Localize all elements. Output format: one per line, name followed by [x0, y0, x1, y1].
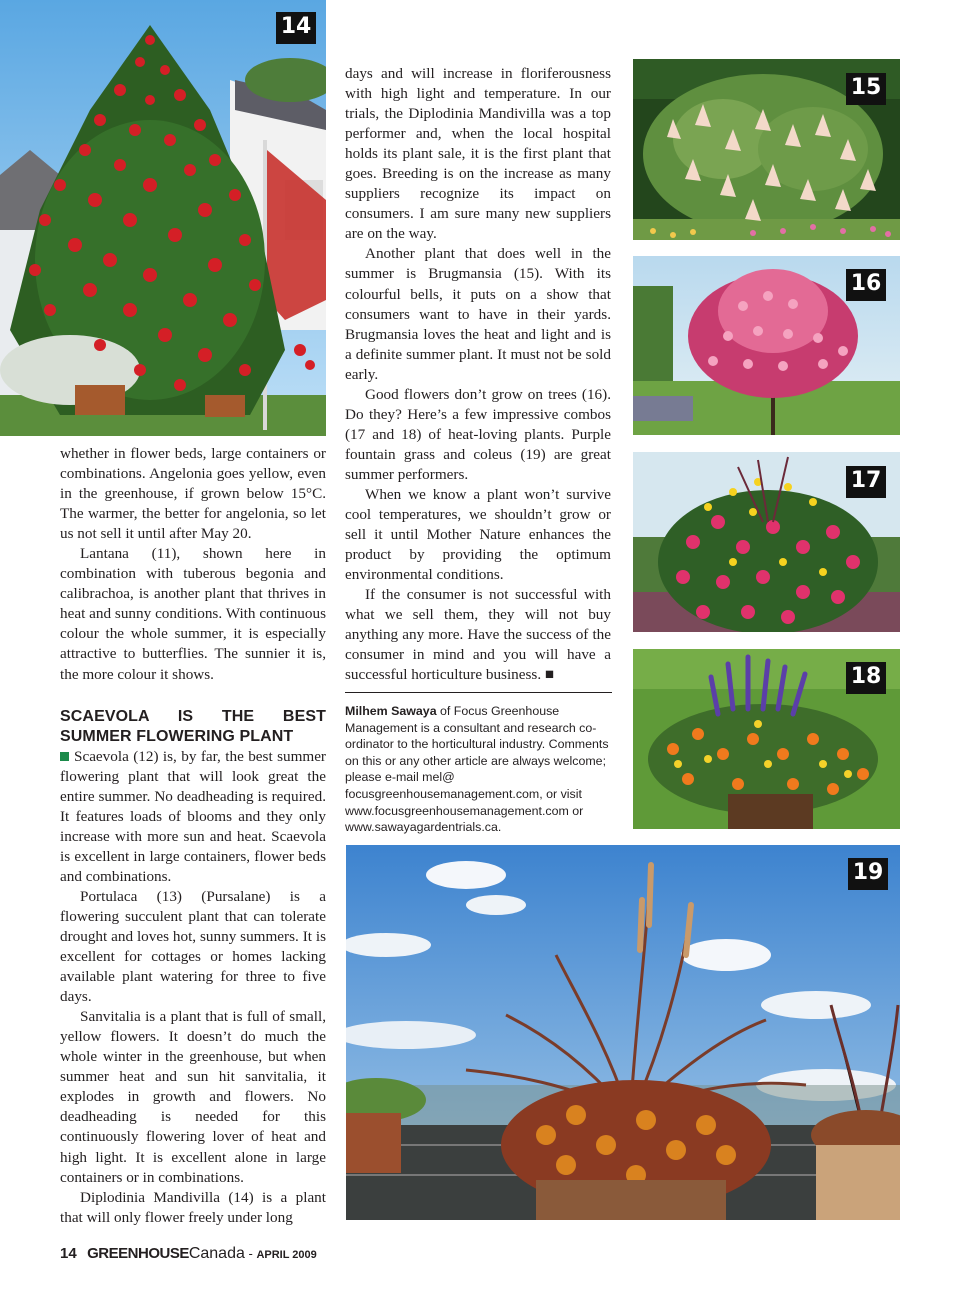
middle-para-4: When we know a plant won’t survive cool temperatures, we shouldn’t grow or sell it until Mother Nature enhances the product by providing the optimum environmental conditions. [345, 485, 611, 584]
section-heading: SCAEVOLA IS THE BEST SUMMER FLOWERING PLANT [60, 707, 326, 745]
photo-19-fountain-grass-coleus [346, 845, 900, 1220]
photo-14-mandevilla-tower [0, 0, 326, 436]
photo-15-number: 15 [846, 73, 886, 105]
photo-17-number: 17 [846, 466, 886, 498]
page-footer [60, 1245, 317, 1267]
section-bullet [60, 752, 69, 761]
middle-para-1: days and will increase in floriferousness with high light and temperature. In our trials, the Diplodinia Mandivilla was a top performer and, when the local hospital holds its plant sale, it is the first plant that goes. Breeding is on the increase as many suppliers recognize its impact on consumers. I am sure many new suppliers are on the way. [345, 65, 611, 243]
photo-19-number: 19 [848, 858, 888, 890]
photo-16-number: 16 [846, 269, 886, 301]
left-para-3 [60, 747, 326, 887]
photo-14-number: 14 [276, 12, 316, 44]
author-name: Milhem Sawaya [345, 704, 437, 718]
magazine-brand [87, 1245, 317, 1262]
brand-light: Canada [188, 1245, 245, 1262]
author-bio [345, 703, 615, 836]
author-bio-text: of Focus Greenhouse Management is a consultant and research co-ordinator to the horticultural industry. Comments on this or any other article are always welcome; please e-mail mel@ focusgreenhousemanagement.com, or visit www.focusgreenhousemanagement.com or www.sawayagardentrials.ca. [345, 704, 609, 835]
page-number: 14 [60, 1245, 77, 1262]
middle-column [345, 64, 611, 685]
middle-para-2: Another plant that does well in the summer is Brugmansia (15). With its colourful bells, it puts on a show that consumers want to have in their yards. Brugmansia loves the heat and light and is a definite summer plant. It must not be sold early. [345, 245, 611, 383]
left-column [60, 444, 326, 1228]
left-para-6: Diplodinia Mandivilla (14) is a plant that will only flower freely under long [60, 1188, 326, 1226]
left-para-2: Lantana (11), shown here in combination with tuberous begonia and calibrachoa, is another plant that thrives in heat and sunny conditions. With continuous colour the whole summer, it is especially attractive to butterflies. The sunnier it is, the more colour it shows. [60, 545, 326, 683]
brand-bold: GREENHOUSE [87, 1245, 189, 1262]
photo-18-number: 18 [846, 662, 886, 694]
footer-separator: - [244, 1246, 257, 1261]
left-para-5: Sanvitalia is a plant that is full of small, yellow flowers. It doesn’t do much the whole winter in the greenhouse, but when summer heat and sun hit sanvitalia, it explodes in growth and flowers. No deadheading is needed for this continuously flowering lover of heat and high light. It is excellent alone in large containers or in combinations. [60, 1008, 326, 1186]
bio-divider [345, 692, 612, 693]
middle-para-5: If the consumer is not successful with what we sell them, they will not buy anything any more. Have the success of the consumer in mind and you will have a successful horticulture business. ■ [345, 586, 611, 684]
left-para-3-text: Scaevola (12) is, by far, the best summer flowering plant that will look great the entire summer. No deadheading is required. It features loads of blooms and they only increase with more sun and heat. Scaevola is excellent in large containers, flower beds and combinations. [60, 747, 326, 885]
left-para-4: Portulaca (13) (Pursalane) is a flowering succulent plant that can tolerate drought and loves hot, sunny summers. It is excellent for cottages or homes lacking available plant watering for three to five days. [60, 887, 326, 1006]
left-para-1: whether in flower beds, large containers or combinations. Angelonia goes yellow, even in the greenhouse, if grown below 15°C. The warmer, the better for angelonia, so let us not sell it until after May 20. [60, 445, 326, 543]
issue-date: APRIL 2009 [256, 1249, 317, 1261]
middle-para-3: Good flowers don’t grow on trees (16). Do they? Here’s a few impressive combos (17 and 18) of heat-loving plants. Purple fountain grass and coleus (19) are great summer performers. [345, 385, 611, 483]
